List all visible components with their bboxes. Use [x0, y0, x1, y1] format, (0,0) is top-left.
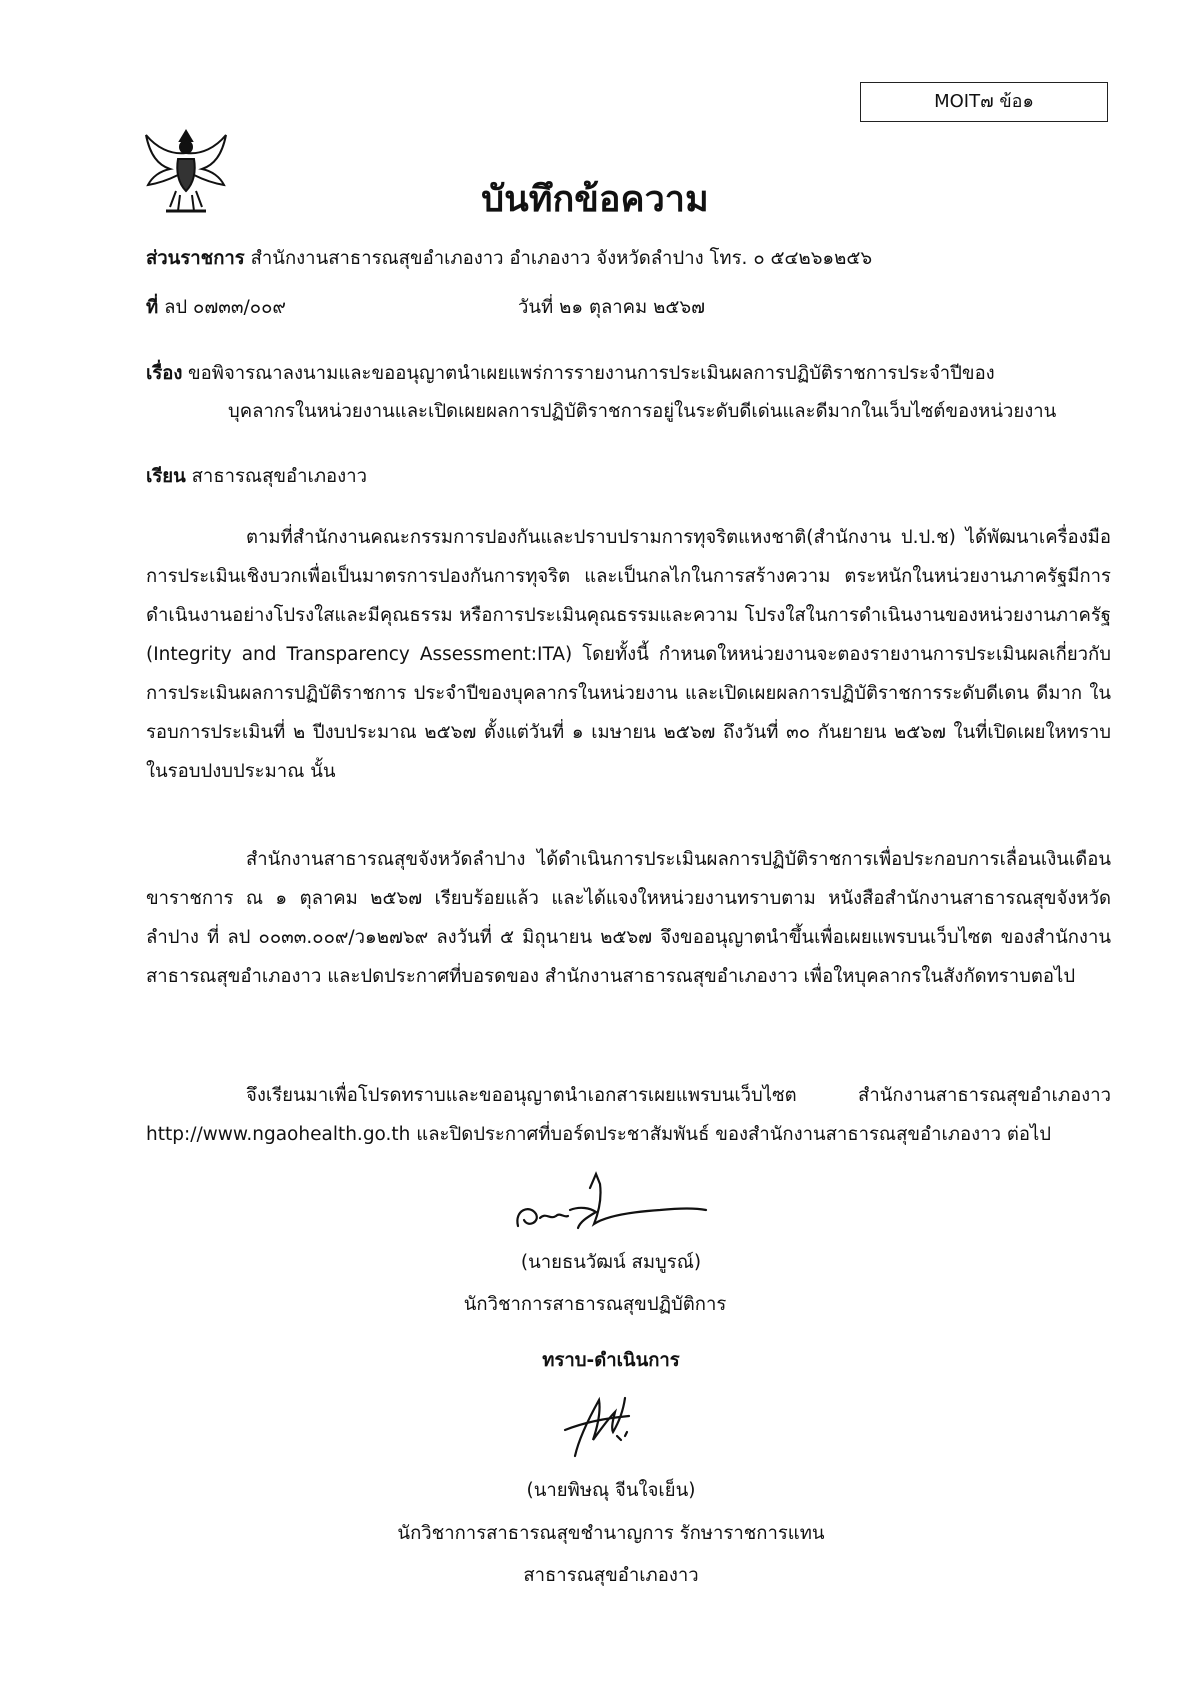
signer-1-position: นักวิชาการสาธารณสุขปฏิบัติการ [463, 1294, 727, 1315]
reference-line [146, 293, 286, 322]
salutation-label: เรียน [146, 466, 186, 487]
date-value: ๒๑ ตุลาคม ๒๕๖๗ [559, 297, 705, 318]
agency-line [146, 244, 872, 273]
approval-note: ทราบ-ดำเนินการ [542, 1350, 680, 1371]
paragraph-2 [146, 840, 1111, 996]
paragraph-1-text: ตามที่สำนักงานคณะกรรมการปองกันและปราบปรามการทุจริตแหงชาติ(สำนักงาน ป.ป.ช) ได้พัฒนาเครื่องมือการประเมินเชิงบวกเพื่อเป็นมาตรการปองกันการทุจริต และเป็นกลไกในการสร้างความ ตระหนักในหน่วยงานภาครัฐมีการดำเนินงานอย่างโปรงใสและมีคุณธรรม หรือการประเมินคุณธรรมและความ โปรงใสในการดำเนินงานของหน่วยงานภาครัฐ (Integrity and Transparency Assessment:ITA) โดยทั้งนี้ กำหนดใหหน่วยงานจะตองรายงานการประเมินผลเกี่ยวกับการประเมินผลการปฏิบัติราชการ ประจำปีของบุคลากรในหน่วยงาน และเปิดเผยผลการปฏิบัติราชการระดับดีเดน ดีมาก ในรอบการประเมินที่ ๒ ปีงบประมาณ ๒๕๖๗ ตั้งแต่วันที่ ๑ เมษายน ๒๕๖๗ ถึงวันที่ ๓๐ กันยายน ๒๕๖๗ ในที่เปิดเผยใหทราบในรอบปงบประมาณ นั้น [146, 527, 1111, 782]
paragraph-3 [146, 1076, 1111, 1154]
signer-2-position: นักวิชาการสาธารณสุขชำนาญการ รักษาราชการแทน [397, 1523, 825, 1544]
subject-label: เรื่อง [146, 363, 183, 384]
date-label: วันที่ [518, 297, 554, 318]
subject-line-2: บุคลากรในหน่วยงานและเปิดเผยผลการปฏิบัติราชการอยู่ในระดับดีเด่นและดีมากในเว็บไซต์ของหน่วยงาน [228, 401, 1057, 422]
agency-value: สำนักงานสาธารณสุขอำเภองาว อำเภองาว จังหวัดลำปาง โทร. ๐ ๕๔๒๖๑๒๕๖ [250, 248, 873, 269]
subject-block [146, 355, 1111, 422]
document-code-box [860, 82, 1108, 122]
signer-2-name: (นายพิษณุ จีนใจเย็น) [526, 1480, 696, 1501]
salutation-value: สาธารณสุขอำเภองาว [191, 466, 367, 487]
subject-text [188, 355, 1108, 431]
salutation-line [146, 462, 367, 491]
memo-title: บันทึกข้อความ [481, 179, 709, 220]
paragraph-2-text: สำนักงานสาธารณสุขจังหวัดลำปาง ได้ดำเนินการประเมินผลการปฏิบัติราชการเพื่อประกอบการเลื่อนเงินเดือนขาราชการ ณ ๑ ตุลาคม ๒๕๖๗ เรียบร้อยแล้ว และได้แจงใหหน่วยงานทราบตาม หนังสือสำนักงานสาธารณสุขจังหวัดลำปาง ที่ ลป ๐๐๓๓.๐๐๙/ว๑๒๗๖๙ ลงวันที่ ๕ มิถุนายน ๒๕๖๗ จึงขออนุญาตนำขึ้นเพื่อเผยแพรบนเว็บไซต ของสำนักงานสาธารณสุขอำเภองาว และปดประกาศที่บอรดของ สำนักงานสาธารณสุขอำเภองาว เพื่อใหบุคลากรในสังกัดทราบตอไป [146, 849, 1111, 987]
agency-label: ส่วนราชการ [146, 248, 245, 269]
subject-line-1: ขอพิจารณาลงนามและขออนุญาตนำเผยแพร่การรายงานการประเมินผลการปฏิบัติราชการประจำปีของ [188, 363, 995, 384]
signature-2-icon [555, 1378, 645, 1468]
date-line [518, 293, 705, 322]
signature-1-icon [510, 1170, 710, 1240]
paragraph-3-text: จึงเรียนมาเพื่อโปรดทราบและขออนุญาตนำเอกสารเผยแพรบนเว็บไซต สำนักงานสาธารณสุขอำเภองาว http://www.ngaohealth.go.th และปิดประกาศที่บอร์ดประชาสัมพันธ์ ของสำนักงานสาธารณสุขอำเภองาว ต่อไป [146, 1085, 1111, 1145]
signer-1-name: (นายธนวัฒน์ สมบูรณ์) [520, 1252, 702, 1273]
reference-number: ลป ๐๗๓๓/๐๐๙ [164, 297, 286, 318]
paragraph-1 [146, 518, 1111, 791]
document-code: MOIT๗ ข้อ๑ [934, 91, 1034, 112]
reference-label: ที่ [146, 297, 159, 318]
signer-2-office: สาธารณสุขอำเภองาว [523, 1565, 699, 1586]
